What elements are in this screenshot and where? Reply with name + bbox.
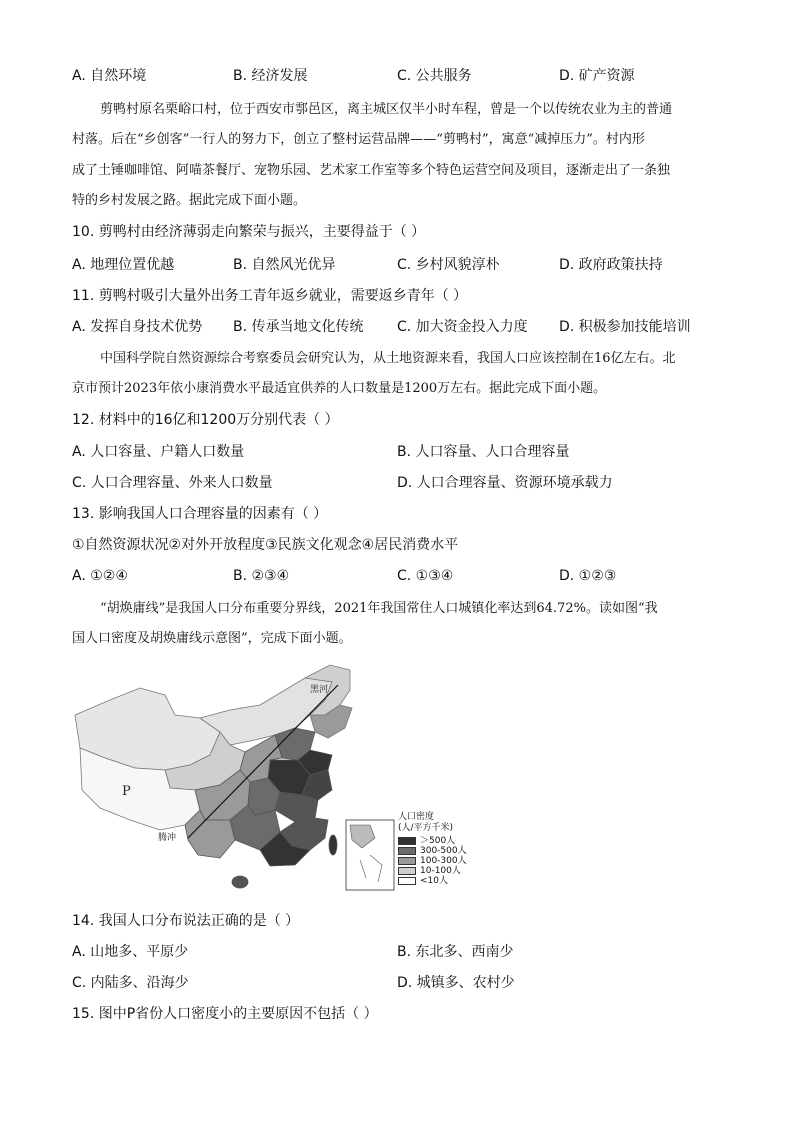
legend-label: 100-300人 bbox=[420, 856, 467, 866]
q11-stem: 11. 剪鸭村吸引大量外出务工青年返乡就业，需要返乡青年（ ） bbox=[72, 288, 468, 304]
passage1-line1: 剪鸭村原名栗峪口村，位于西安市鄠邑区，离主城区仅半小时车程，曾是一个以传统农业为主的普通 bbox=[100, 102, 673, 117]
q14-option-d[interactable]: D. 城镇多、农村少 bbox=[397, 975, 515, 991]
passage1-line4: 特的乡村发展之路。据此完成下面小题。 bbox=[72, 193, 307, 208]
legend-unit: (人/平方千米) bbox=[398, 823, 454, 833]
q14-option-b[interactable]: B. 东北多、西南少 bbox=[397, 944, 514, 960]
label-p: P bbox=[122, 784, 131, 799]
q12-option-c[interactable]: C. 人口合理容量、外来人口数量 bbox=[72, 475, 273, 491]
legend-item bbox=[398, 836, 467, 846]
q11-option-d[interactable]: D. 积极参加技能培训 bbox=[559, 319, 691, 335]
legend-label: <10人 bbox=[420, 876, 448, 886]
q12-option-d[interactable]: D. 人口合理容量、资源环境承载力 bbox=[397, 475, 613, 491]
q13-option-a[interactable]: A. ①②④ bbox=[72, 568, 128, 584]
q13-option-b[interactable]: B. ②③④ bbox=[233, 568, 290, 584]
legend-item bbox=[398, 856, 467, 866]
q14-option-c[interactable]: C. 内陆多、沿海少 bbox=[72, 975, 189, 991]
passage2-line2: 京市预计2023年依小康消费水平最适宜供养的人口数量是1200万左右。据此完成下面小题。 bbox=[72, 381, 607, 396]
passage3-line2: 国人口密度及胡焕庸线示意图”，完成下面小题。 bbox=[72, 631, 352, 646]
passage3-line1: “胡焕庸线”是我国人口分布重要分界线，2021年我国常住人口城镇化率达到64.72%。读如图“我 bbox=[100, 601, 658, 616]
q9-option-b[interactable]: B. 经济发展 bbox=[233, 68, 308, 84]
passage1-line3: 成了土锤咖啡馆、阿喵茶餐厅、宠物乐园、艺术家工作室等多个特色运营空间及项目，逐渐走出了一条独 bbox=[72, 163, 671, 178]
q12-stem: 12. 材料中的16亿和1200万分别代表（ ） bbox=[72, 412, 339, 428]
q13-option-c[interactable]: C. ①③④ bbox=[397, 568, 454, 584]
label-tengchong: 腾冲 bbox=[158, 833, 177, 843]
passage1-line2: 村落。后在“乡创客”一行人的努力下，创立了整村运营品牌——“剪鸭村”，寓意“减掉压力”。村内形 bbox=[72, 132, 645, 147]
q15-stem: 15. 图中P省份人口密度小的主要原因不包括（ ） bbox=[72, 1006, 378, 1022]
q12-option-b[interactable]: B. 人口容量、人口合理容量 bbox=[397, 444, 570, 460]
legend-swatch bbox=[398, 837, 416, 845]
legend-label: ＞500人 bbox=[420, 836, 456, 846]
legend-label: 300-500人 bbox=[420, 846, 467, 856]
region-taiwan bbox=[329, 835, 337, 855]
q9-option-c[interactable]: C. 公共服务 bbox=[397, 68, 472, 84]
q11-option-a[interactable]: A. 发挥自身技术优势 bbox=[72, 319, 203, 335]
legend-swatch bbox=[398, 867, 416, 875]
q10-option-d[interactable]: D. 政府政策扶持 bbox=[559, 257, 663, 273]
q10-option-a[interactable]: A. 地理位置优越 bbox=[72, 257, 175, 273]
legend-title: 人口密度 bbox=[398, 812, 435, 822]
q13-option-d[interactable]: D. ①②③ bbox=[559, 568, 617, 584]
passage2-line1: 中国科学院自然资源综合考察委员会研究认为，从土地资源来看，我国人口应该控制在16亿左右。北 bbox=[100, 351, 676, 366]
q14-option-a[interactable]: A. 山地多、平原少 bbox=[72, 944, 189, 960]
q9-option-a[interactable]: A. 自然环境 bbox=[72, 68, 147, 84]
q10-option-c[interactable]: C. 乡村风貌淳朴 bbox=[397, 257, 500, 273]
q14-stem: 14. 我国人口分布说法正确的是（ ） bbox=[72, 913, 300, 929]
legend-swatch bbox=[398, 877, 416, 885]
map-legend bbox=[398, 812, 467, 886]
q12-option-a[interactable]: A. 人口容量、户籍人口数量 bbox=[72, 444, 245, 460]
q11-option-c[interactable]: C. 加大资金投入力度 bbox=[397, 319, 528, 335]
label-heihe: 黑河 bbox=[310, 685, 329, 695]
q10-stem: 10. 剪鸭村由经济薄弱走向繁荣与振兴，主要得益于（ ） bbox=[72, 224, 426, 240]
legend-label: 10-100人 bbox=[420, 866, 461, 876]
legend-swatch bbox=[398, 857, 416, 865]
q13-factors: ①自然资源状况②对外开放程度③民族文化观念④居民消费水平 bbox=[72, 537, 459, 553]
legend-item bbox=[398, 876, 467, 886]
q9-option-d[interactable]: D. 矿产资源 bbox=[559, 68, 635, 84]
q10-option-b[interactable]: B. 自然风光优异 bbox=[233, 257, 336, 273]
legend-item bbox=[398, 866, 467, 876]
region-hainan bbox=[232, 876, 248, 888]
q13-stem: 13. 影响我国人口合理容量的因素有（ ） bbox=[72, 506, 328, 522]
legend-swatch bbox=[398, 847, 416, 855]
q11-option-b[interactable]: B. 传承当地文化传统 bbox=[233, 319, 364, 335]
legend-item bbox=[398, 846, 467, 856]
